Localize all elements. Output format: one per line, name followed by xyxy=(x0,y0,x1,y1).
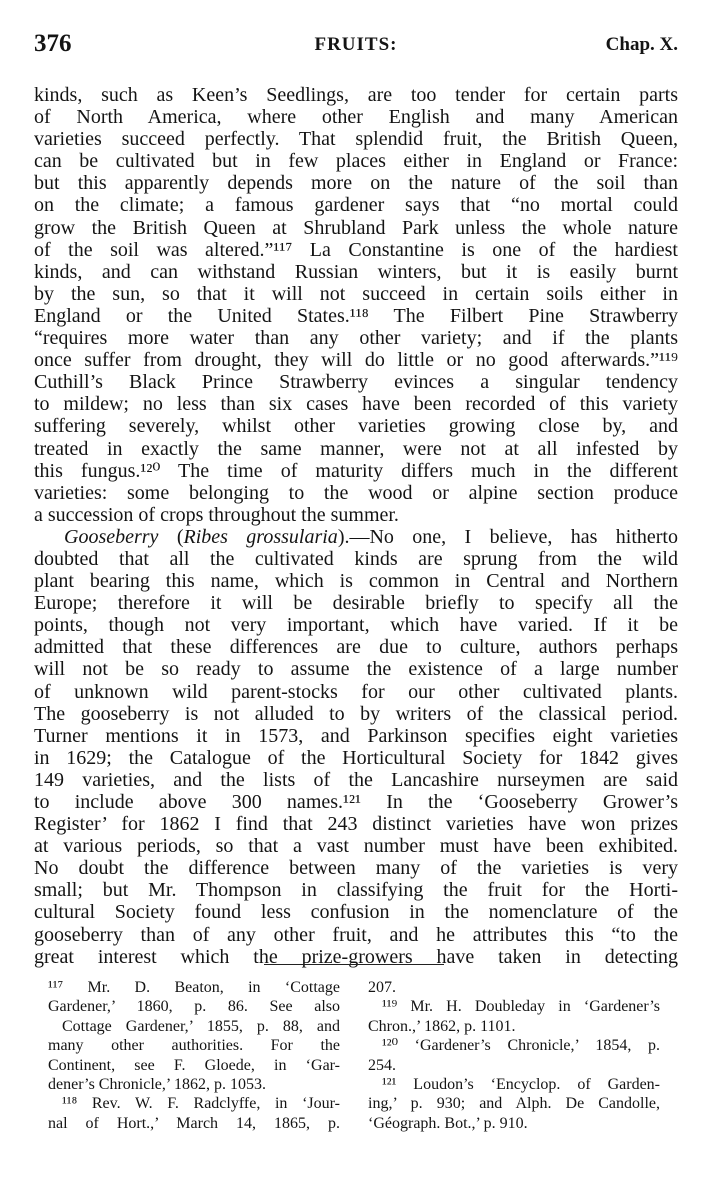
footnote-line: many other authorities. For the xyxy=(48,1037,340,1055)
footnote-line: 254. xyxy=(368,1056,396,1074)
text-line: treated in exactly the same manner, were not at all infested by xyxy=(34,437,678,460)
text-line: kinds, and can withstand Russian winters, but it is easily burnt xyxy=(34,260,678,283)
footnote-line: ing,’ p. 930; and Alph. De Candolle, xyxy=(368,1095,660,1113)
footnote-line: ¹²¹ Loudon’s ‘Encyclop. of Garden- xyxy=(382,1075,660,1093)
footnote-line: Cottage Gardener,’ 1855, p. 88, and xyxy=(62,1017,340,1035)
text-line: to include above 300 names.¹²¹ In the ‘Gooseberry Grower’s xyxy=(34,791,678,813)
footnote-line: Gardener,’ 1860, p. 86. See also xyxy=(48,998,340,1016)
text-line: great interest which the prize-growers have taken in detecting xyxy=(34,945,678,968)
paragraph-first-line: Gooseberry (Ribes grossularia).—No one, I believe, has hitherto xyxy=(64,525,678,548)
text-line: admitted that these differences are due to culture, authors perhaps xyxy=(34,636,678,659)
footnotes-left-column xyxy=(48,978,340,1133)
page-header xyxy=(34,30,678,70)
text-line: cultural Society found less confusion in the nomenclature of the xyxy=(34,901,678,924)
text-line: 149 varieties, and the lists of the Lancashire nurseymen are said xyxy=(34,768,678,791)
chapter-label: Chap. X. xyxy=(605,34,678,55)
text-line: varieties: some belonging to the wood or alpine section produce xyxy=(34,481,678,504)
text-line: by the sun, so that it will not succeed in certain soils either in xyxy=(34,282,678,305)
text-line: doubted that all the cultivated kinds are sprung from the wild xyxy=(34,547,678,570)
text-line: plant bearing this name, which is common in Central and Northern xyxy=(34,570,678,593)
text-line: once suffer from drought, they will do little or no good afterwards.”¹¹⁹ xyxy=(34,349,678,372)
text-line: of the soil was altered.”¹¹⁷ La Constantine is one of the hardiest xyxy=(34,238,678,261)
footnotes-right-column xyxy=(368,978,660,1133)
text-line: of unknown wild parent-stocks for our other cultivated plants. xyxy=(34,680,678,703)
text-line: varieties succeed perfectly. That splendid fruit, the British Queen, xyxy=(34,128,678,151)
italic-heading: Gooseberry xyxy=(64,525,159,548)
text-line: Turner mentions it in 1573, and Parkinson specifies eight varieties xyxy=(34,724,678,747)
page-number: 376 xyxy=(34,30,72,57)
text-line: will not be so ready to assume the existence of a large number xyxy=(34,658,678,681)
text-line: a succession of crops throughout the summer. xyxy=(34,503,399,526)
text-line: Europe; therefore it will be desirable briefly to specify all the xyxy=(34,592,678,615)
footnote-line: ¹¹⁸ Rev. W. F. Radclyffe, in ‘Jour- xyxy=(62,1095,340,1113)
text-line: small; but Mr. Thompson in classifying the fruit for the Horti- xyxy=(34,879,678,902)
text-line: this fungus.¹²⁰ The time of maturity differs much in the different xyxy=(34,459,678,482)
text-line: on the climate; a famous gardener says that “no mortal could xyxy=(34,194,678,217)
text-line: grow the British Queen at Shrubland Park unless the whole nature xyxy=(34,216,678,239)
footnote-line: Chron.,’ 1862, p. 1101. xyxy=(368,1017,516,1035)
text-line: Cuthill’s Black Prince Strawberry evinces a singular tendency xyxy=(34,371,678,394)
text-line: “requires more water than any other variety; and if the plants xyxy=(34,327,678,350)
footnote-divider xyxy=(264,964,444,965)
text-line: England or the United States.¹¹⁸ The Filbert Pine Strawberry xyxy=(34,304,678,327)
footnote-line: dener’s Chronicle,’ 1862, p. 1053. xyxy=(48,1075,267,1093)
text-line: kinds, such as Keen’s Seedlings, are too tender for certain parts xyxy=(34,84,678,106)
running-title: FRUITS: xyxy=(314,34,398,55)
footnote-line: Continent, see F. Gloede, in ‘Gar- xyxy=(48,1056,340,1074)
text-line: at various periods, so that a vast number must have been exhibited. xyxy=(34,835,678,858)
text-line: of North America, where other English and many American xyxy=(34,106,678,129)
body-text xyxy=(34,84,678,968)
text-line: The gooseberry is not alluded to by writers of the classical period. xyxy=(34,702,678,725)
text-line: to mildew; no less than six cases have been recorded of this variety xyxy=(34,393,678,416)
text-line: Register’ for 1862 I find that 243 distinct varieties have won prizes xyxy=(34,813,678,836)
text-line: points, though not very important, which have varied. If it be xyxy=(34,614,678,637)
footnote-line: ¹²⁰ ‘Gardener’s Chronicle,’ 1854, p. xyxy=(382,1037,660,1055)
text-line: but this apparently depends more on the nature of the soil than xyxy=(34,172,678,195)
text-line: can be cultivated but in few places either in England or France: xyxy=(34,150,678,173)
footnote-line: 207. xyxy=(368,979,396,996)
footnote-line: nal of Hort.,’ March 14, 1865, p. xyxy=(48,1114,340,1132)
text-line: gooseberry than of any other fruit, and he attributes this “to the xyxy=(34,923,678,946)
footnote-line: ‘Géograph. Bot.,’ p. 910. xyxy=(368,1114,528,1132)
text-line: in 1629; the Catalogue of the Horticultural Society for 1842 gives xyxy=(34,746,678,769)
text-line: No doubt the difference between many of the varieties is very xyxy=(34,857,678,880)
footnote-line: ¹¹⁷ Mr. D. Beaton, in ‘Cottage xyxy=(48,979,340,996)
footnote-line: ¹¹⁹ Mr. H. Doubleday in ‘Gardener’s xyxy=(382,998,660,1016)
text-line: suffering severely, whilst other varieties growing close by, and xyxy=(34,415,678,438)
italic-species: Ribes grossularia xyxy=(183,525,338,548)
